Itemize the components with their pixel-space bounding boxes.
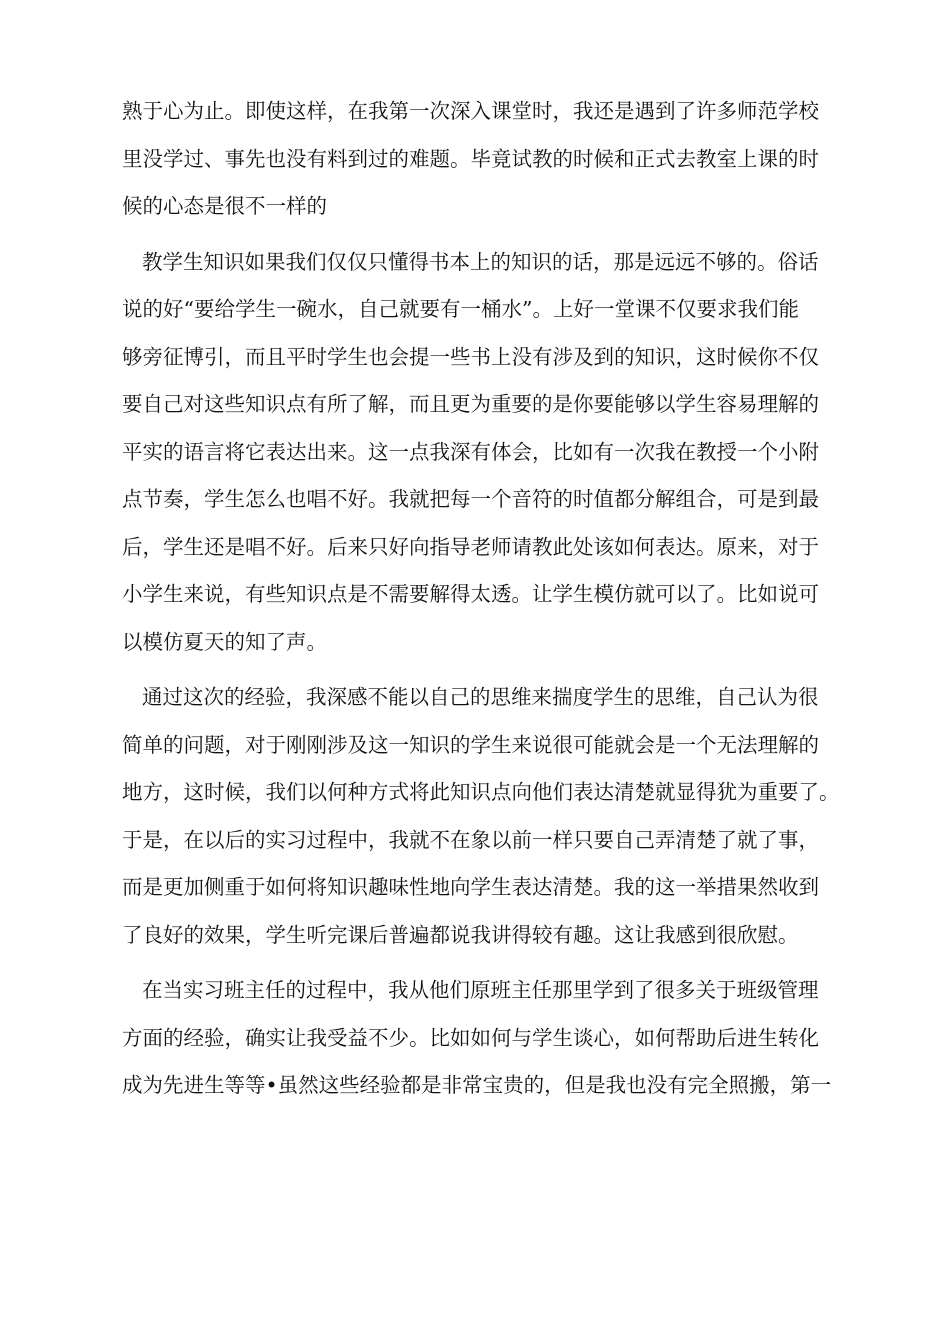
text-line: 地方，这时候，我们以何种方式将此知识点向他们表达清楚就显得犹为重要了。	[122, 780, 840, 804]
text-line: 小学生来说，有些知识点是不需要解得太透。让学生模仿就可以了。比如说可	[122, 582, 819, 606]
paragraph-3	[122, 674, 840, 959]
text-line: 点节奏，学生怎么也唱不好。我就把每一个音符的时值都分解组合，可是到最	[122, 487, 819, 511]
text-line: 后，学生还是唱不好。后来只好向指导老师请教此处该如何表达。原来，对于	[122, 534, 819, 559]
text-line: 够旁征博引，而且平时学生也会提一些书上没有涉及到的知识，这时候你不仅	[122, 344, 819, 369]
text-line: 要自己对这些知识点有所了解，而且更为重要的是你要能够以学生容易理解的	[122, 392, 819, 416]
text-line: 成为先进生等等•虽然这些经验都是非常宝贵的，但是我也没有完全照搬，第一	[122, 1073, 832, 1097]
text-line: 教学生知识如果我们仅仅只懂得书本上的知识的话，那是远远不够的。俗话	[142, 249, 819, 274]
paragraph-1	[122, 88, 830, 231]
text-line: 熟于心为止。即使这样，在我第一次深入课堂时，我还是遇到了许多师范学校	[122, 99, 819, 123]
paragraph-2	[122, 239, 830, 667]
text-line: 以模仿夏天的知了声。	[122, 629, 327, 654]
text-line: 通过这次的经验，我深感不能以自己的思维来揣度学生的思维，自己认为很	[142, 685, 819, 709]
text-line: 于是，在以后的实习过程中，我就不在象以前一样只要自己弄清楚了就了事，	[122, 827, 819, 852]
document-body	[122, 88, 840, 1110]
text-line: 方面的经验，确实让我受益不少。比如如何与学生谈心，如何帮助后进生转化	[122, 1025, 819, 1050]
text-line: 了良好的效果，学生听完课后普遍都说我讲得较有趣。这让我感到很欣慰。	[122, 922, 799, 947]
text-line: 简单的问题，对于刚刚涉及这一知识的学生来说很可能就会是一个无法理解的	[122, 732, 819, 757]
text-line: 候的心态是很不一样的	[122, 194, 327, 218]
paragraph-4	[122, 967, 830, 1110]
text-line: 说的好“要给学生一碗水，自己就要有一桶水”。上好一堂课不仅要求我们能	[122, 297, 799, 321]
text-line: 里没学过、事先也没有料到过的难题。毕竟试教的时候和正式去教室上课的时	[122, 146, 819, 171]
text-line: 平实的语言将它表达出来。这一点我深有体会，比如有一次我在教授一个小附	[122, 439, 819, 464]
text-line: 在当实习班主任的过程中，我从他们原班主任那里学到了很多关于班级管理	[142, 978, 819, 1002]
text-line: 而是更加侧重于如何将知识趣味性地向学生表达清楚。我的这一举措果然收到	[122, 875, 819, 899]
